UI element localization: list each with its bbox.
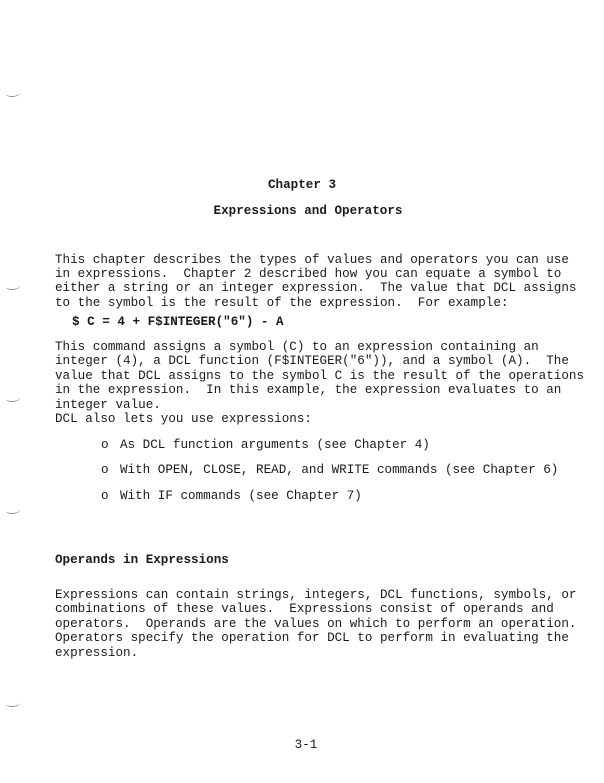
scan-mark — [6, 395, 20, 402]
section-heading: Operands in Expressions — [55, 553, 229, 567]
text-line: value that DCL assigns to the symbol C is the result of the operations — [55, 369, 585, 383]
page-number: 3-1 — [294, 738, 318, 752]
text-line: This command assigns a symbol (C) to an expression containing an — [55, 340, 539, 354]
text-line: This chapter describes the types of values and operators you can use — [55, 253, 569, 267]
text-line: to the symbol is the result of the expression. For example: — [55, 296, 509, 310]
chapter-title: Expressions and Operators — [213, 204, 403, 218]
bullet-marker: o — [101, 489, 109, 503]
text-line: in expressions. Chapter 2 described how you can equate a symbol to — [55, 267, 562, 281]
text-line: Expressions can contain strings, integers, DCL functions, symbols, or — [55, 588, 577, 602]
scan-mark — [6, 507, 20, 514]
bullet-marker: o — [101, 463, 109, 477]
scan-mark — [6, 283, 20, 290]
scan-mark — [6, 90, 20, 97]
text-line: integer (4), a DCL function (F$INTEGER("6")), and a symbol (A). The — [55, 354, 569, 368]
text-line: combinations of these values. Expressions consist of operands and — [55, 602, 554, 616]
bullet-text: As DCL function arguments (see Chapter 4) — [120, 438, 430, 452]
text-line: either a string or an integer expression. The value that DCL assigns — [55, 281, 577, 295]
code-example: $ C = 4 + F$INTEGER("6") - A — [72, 315, 284, 329]
also-intro: DCL also lets you use expressions: — [55, 412, 312, 426]
text-line: operators. Operands are the values on which to perform an operation. — [55, 617, 577, 631]
bullet-text: With OPEN, CLOSE, READ, and WRITE commands (see Chapter 6) — [120, 463, 559, 477]
chapter-label: Chapter 3 — [267, 178, 337, 192]
scan-mark — [6, 700, 20, 707]
text-line: in the expression. In this example, the expression evaluates to an — [55, 383, 562, 397]
text-line: expression. — [55, 646, 139, 660]
bullet-marker: o — [101, 438, 109, 452]
bullet-text: With IF commands (see Chapter 7) — [120, 489, 362, 503]
text-line: Operators specify the operation for DCL to perform in evaluating the — [55, 631, 569, 645]
text-line: integer value. — [55, 398, 161, 412]
